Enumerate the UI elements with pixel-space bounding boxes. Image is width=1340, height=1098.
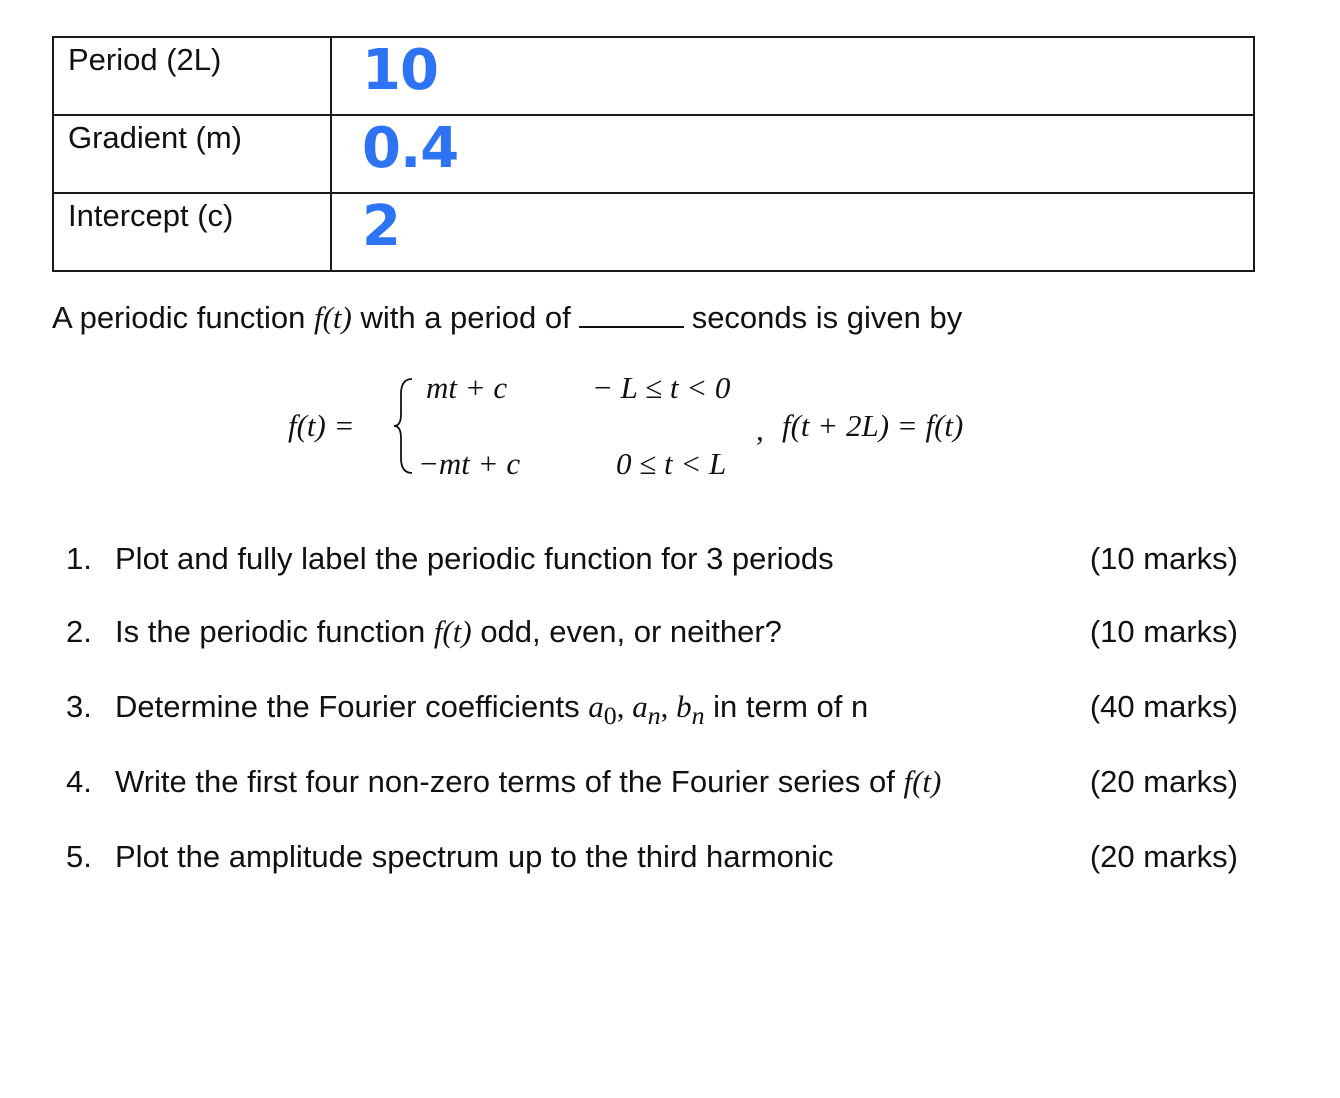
table-row <box>53 37 1254 115</box>
case2-condition: 0 ≤ t < L <box>616 446 727 481</box>
gradient-cell <box>331 115 1254 193</box>
left-brace <box>392 376 418 476</box>
question-3 <box>66 689 868 731</box>
table-row <box>53 193 1254 271</box>
table-row <box>53 115 1254 193</box>
subscript: n <box>647 701 661 731</box>
question-number: 1. <box>66 541 92 576</box>
coef-a0: a <box>588 689 604 724</box>
intro-before: A periodic function <box>52 300 306 335</box>
marks-2: (10 marks) <box>1089 614 1238 649</box>
case1-expression: mt + c <box>426 370 508 405</box>
question-text: Write the first four non-zero terms of the Fourier series of <box>115 764 895 799</box>
question-function: f(t) <box>903 764 942 799</box>
marks-5: (20 marks) <box>1089 839 1238 874</box>
question-text: Determine the Fourier coefficients <box>115 689 580 724</box>
gradient-label: Gradient (m) <box>53 115 331 193</box>
question-number: 2. <box>66 614 92 649</box>
equation-lhs: f(t) = <box>288 408 355 443</box>
periodicity-condition: f(t + 2L) = f(t) <box>782 408 964 443</box>
period-blank <box>579 304 684 328</box>
marks-3: (40 marks) <box>1089 689 1238 724</box>
marks-1: (10 marks) <box>1089 541 1238 576</box>
intercept-value: 2 <box>362 194 400 259</box>
question-4 <box>66 764 941 800</box>
intro-middle: with a period of <box>360 300 571 335</box>
equation-comma: , <box>756 412 764 447</box>
question-text: Plot and fully label the periodic function for 3 periods <box>115 541 834 576</box>
question-text: Is the periodic function <box>115 614 426 649</box>
case1-condition: − L ≤ t < 0 <box>592 370 731 405</box>
intercept-label: Intercept (c) <box>53 193 331 271</box>
question-text: in term of n <box>713 689 869 724</box>
question-1 <box>66 541 834 577</box>
subscript: 0 <box>603 701 617 731</box>
intercept-cell <box>331 193 1254 271</box>
coef-bn: b <box>676 689 692 724</box>
parameter-table <box>52 36 1255 272</box>
intro-function: f(t) <box>313 300 352 335</box>
marks-4: (20 marks) <box>1089 764 1238 799</box>
intro-after: seconds is given by <box>691 300 963 335</box>
period-label: Period (2L) <box>53 37 331 115</box>
question-number: 5. <box>66 839 92 874</box>
period-cell <box>331 37 1254 115</box>
question-number: 3. <box>66 689 92 724</box>
question-text: Plot the amplitude spectrum up to the third harmonic <box>115 839 834 874</box>
gradient-value: 0.4 <box>362 116 459 181</box>
question-number: 4. <box>66 764 92 799</box>
question-5 <box>66 839 834 875</box>
question-function: f(t) <box>433 614 472 649</box>
period-value: 10 <box>362 38 438 103</box>
coef-an: a <box>632 689 648 724</box>
fourier-coefficients: $a_0$, $a_n$, $b_n$ <box>588 689 705 731</box>
subscript: n <box>691 701 705 731</box>
case2-expression: −mt + c <box>418 446 521 481</box>
question-text: odd, even, or neither? <box>480 614 782 649</box>
intro-sentence <box>52 300 962 336</box>
question-2 <box>66 614 782 650</box>
